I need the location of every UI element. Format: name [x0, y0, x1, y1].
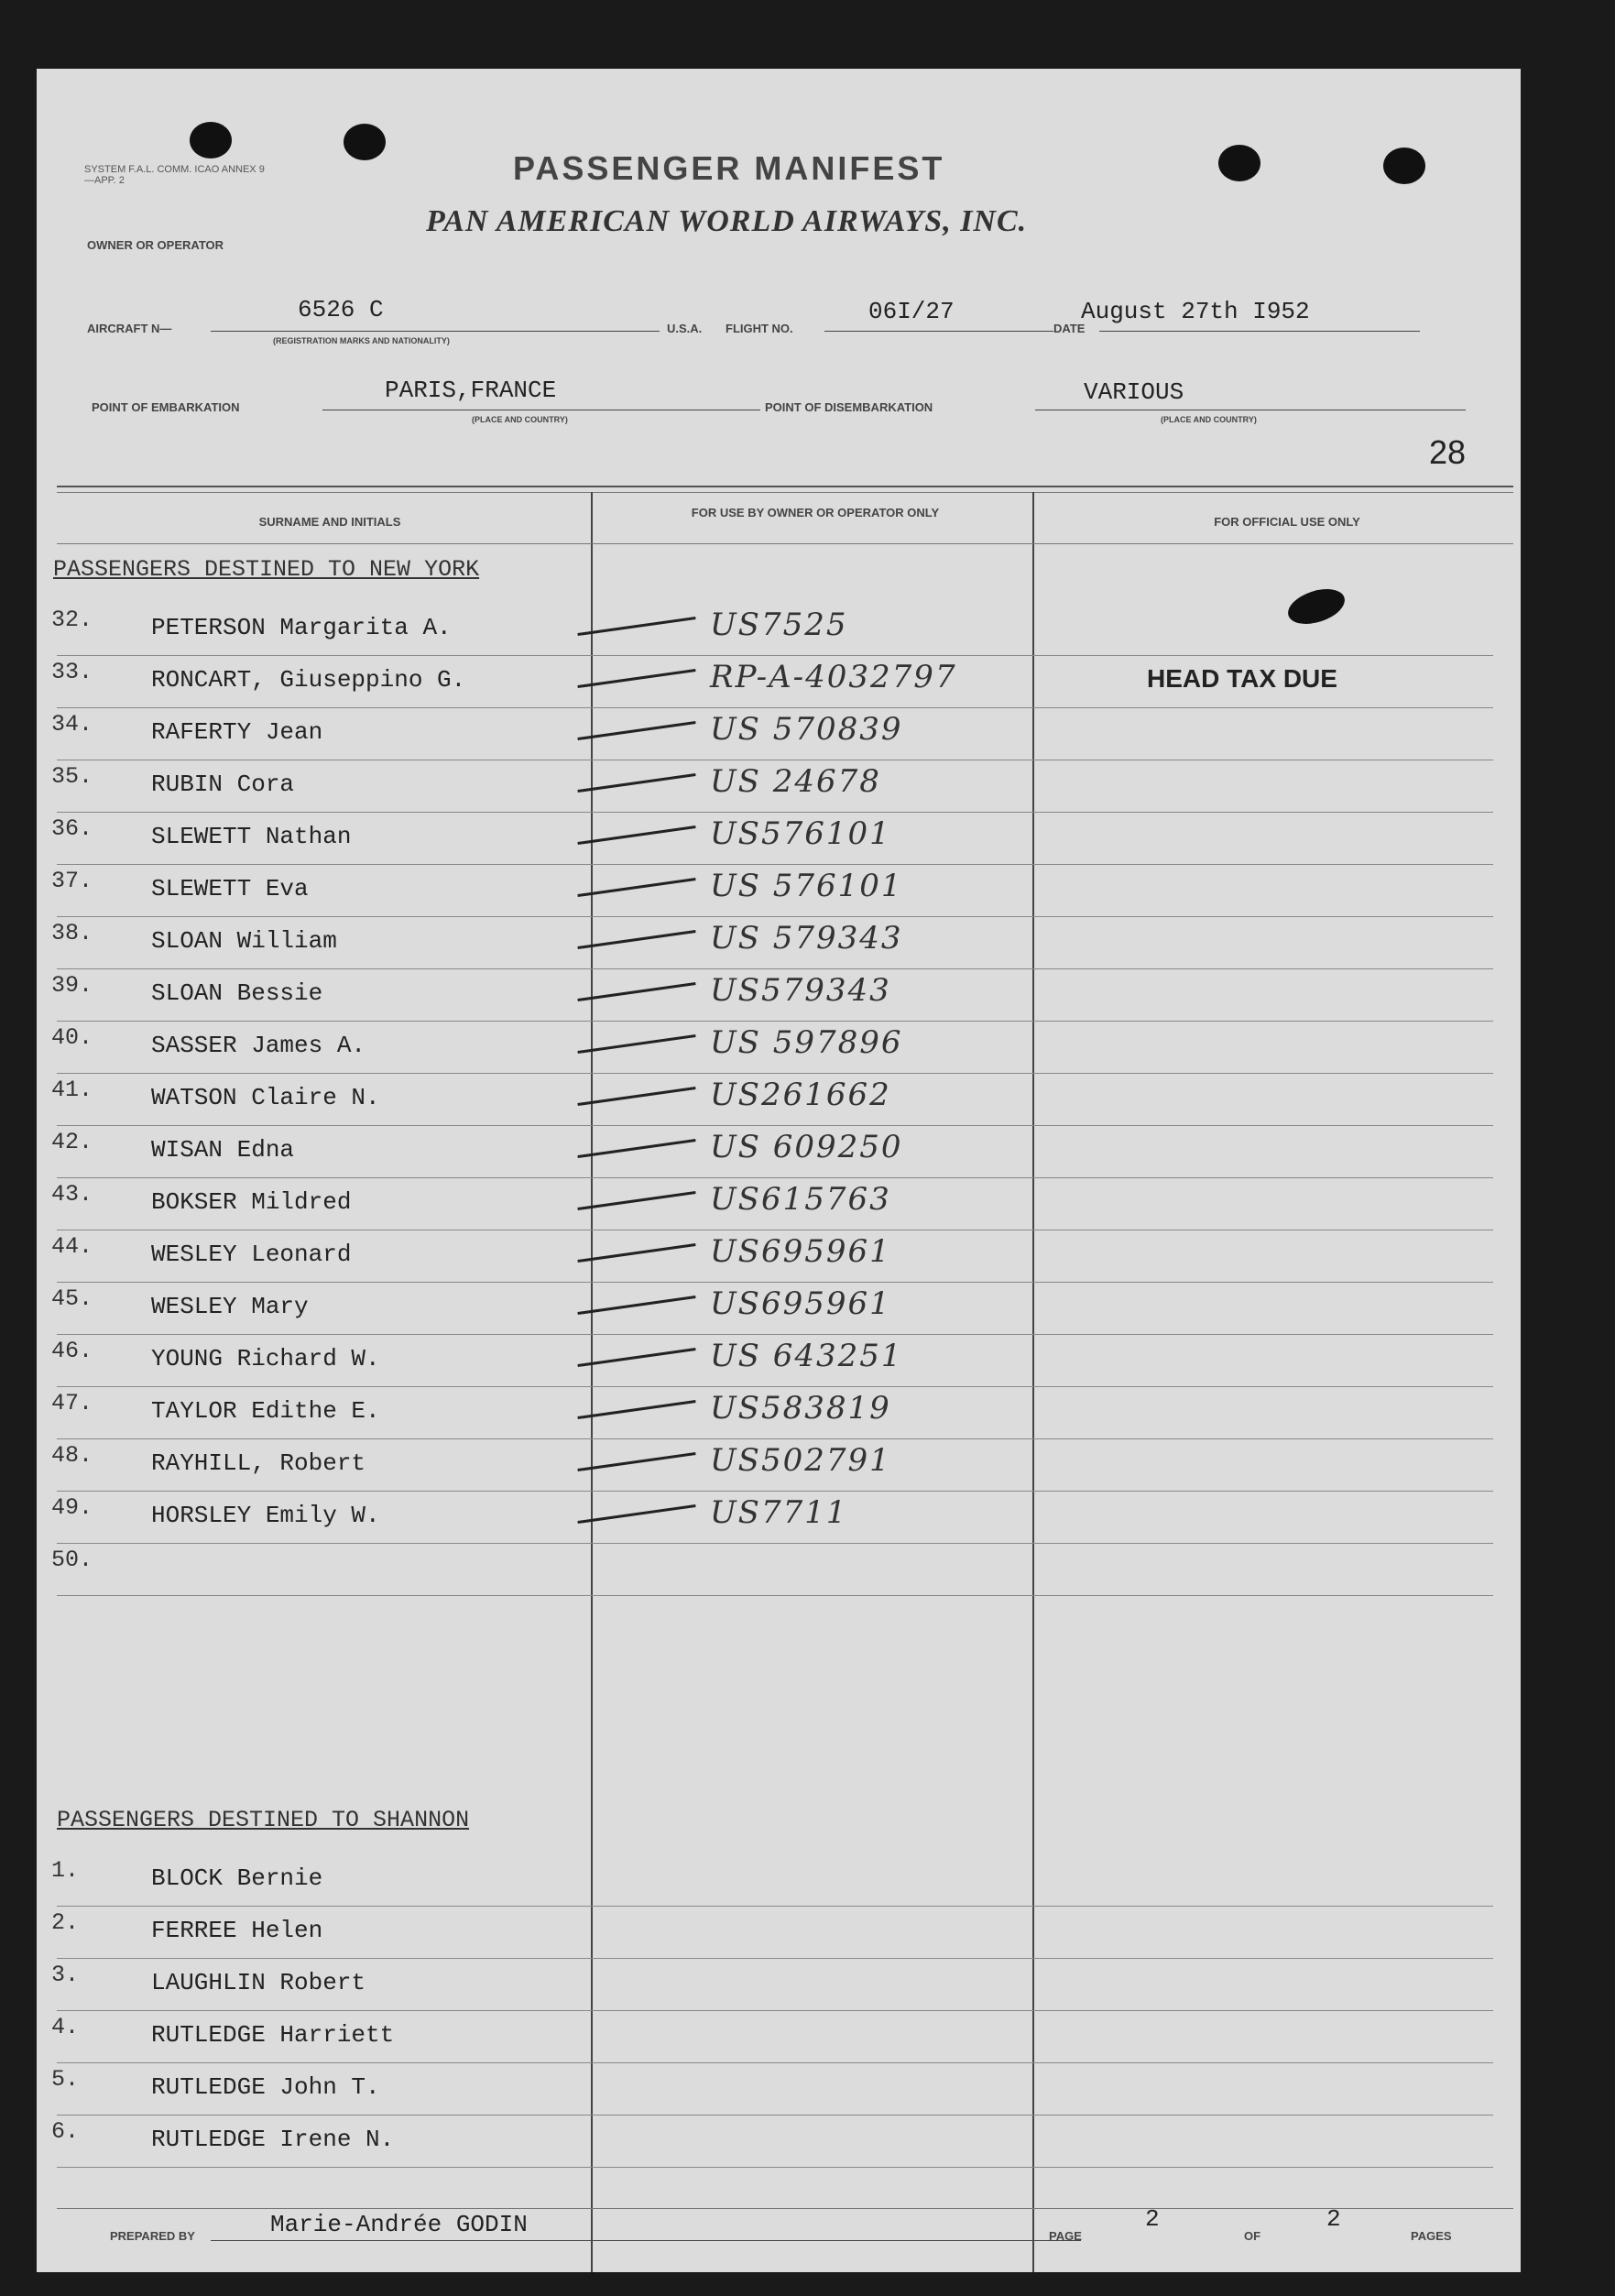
punch-hole [344, 124, 386, 160]
passenger-row [37, 1127, 1521, 1178]
passport-number: US 570839 [710, 711, 903, 748]
row-number: 46. [51, 1338, 93, 1364]
aircraft-label: AIRCRAFT N— [87, 322, 172, 335]
row-rule [57, 2115, 1493, 2116]
flight-value: 06I/27 [868, 298, 955, 325]
ditto-mark [577, 878, 695, 897]
row-number: 34. [51, 711, 93, 738]
column-header-owner-use: FOR USE BY OWNER OR OPERATOR ONLY [691, 506, 940, 519]
row-number: 6. [51, 2118, 80, 2145]
row-number: 44. [51, 1233, 93, 1260]
manifest-sheet [37, 69, 1521, 2272]
passenger-name: SLOAN William [151, 927, 337, 955]
row-number: 50. [51, 1547, 93, 1573]
page-title: PASSENGER MANIFEST [513, 149, 945, 187]
passenger-row [37, 1231, 1521, 1283]
row-rule [57, 1491, 1493, 1492]
passenger-name: RUTLEDGE Harriett [151, 2021, 395, 2049]
passenger-row [37, 1022, 1521, 1074]
row-number: 5. [51, 2066, 80, 2093]
passenger-row [37, 709, 1521, 760]
passenger-row [37, 1960, 1521, 2011]
date-label: DATE [1053, 322, 1086, 335]
passenger-name: RONCART, Giuseppino G. [151, 666, 466, 694]
passport-number: US576101 [710, 815, 891, 852]
passenger-name: RAYHILL, Robert [151, 1449, 366, 1477]
passenger-row [37, 1492, 1521, 1544]
date-value: August 27th I952 [1081, 298, 1310, 325]
row-number: 47. [51, 1390, 93, 1416]
passenger-name: SLEWETT Nathan [151, 823, 352, 850]
row-number: 43. [51, 1181, 93, 1208]
passenger-name: BOKSER Mildred [151, 1188, 352, 1216]
row-rule [57, 2062, 1493, 2063]
section-title-shannon: PASSENGERS DESTINED TO SHANNON [57, 1807, 470, 1833]
row-number: 3. [51, 1962, 80, 1988]
date-underline [1099, 331, 1420, 332]
passenger-row [37, 1284, 1521, 1335]
passenger-name: LAUGHLIN Robert [151, 1969, 366, 1996]
row-rule [57, 1282, 1493, 1283]
column-header-surname: SURNAME AND INITIALS [258, 515, 401, 529]
passport-number: US7525 [710, 607, 848, 643]
row-number: 4. [51, 2014, 80, 2040]
punch-hole [1383, 148, 1425, 184]
flight-label: FLIGHT NO. [726, 322, 793, 335]
passport-number: US695961 [710, 1285, 891, 1322]
passenger-name: SASSER James A. [151, 1032, 366, 1059]
prepared-by-label: PREPARED BY [110, 2229, 195, 2243]
passenger-row [37, 866, 1521, 917]
passport-number: US7711 [710, 1494, 848, 1531]
table-top-rule [57, 486, 1513, 487]
row-rule [57, 916, 1493, 917]
ditto-mark [577, 1087, 695, 1106]
passenger-row [37, 1075, 1521, 1126]
section-title-new-york: PASSENGERS DESTINED TO NEW YORK [53, 556, 480, 583]
passenger-name: FERREE Helen [151, 1917, 323, 1944]
row-number: 40. [51, 1024, 93, 1051]
row-rule [57, 1386, 1493, 1387]
passenger-name: YOUNG Richard W. [151, 1345, 380, 1372]
table-top-rule-2 [57, 492, 1513, 493]
page-label: PAGE [1049, 2229, 1082, 2243]
embarkation-sublabel: (PLACE AND COUNTRY) [472, 415, 568, 424]
passenger-name: TAYLOR Edithe E. [151, 1397, 380, 1425]
passport-number: US615763 [710, 1181, 891, 1218]
punch-hole [1218, 145, 1260, 181]
owner-label: OWNER OR OPERATOR [87, 238, 224, 252]
passport-number: US 597896 [710, 1024, 903, 1061]
of-label: OF [1244, 2229, 1261, 2243]
passenger-row [37, 1440, 1521, 1492]
passenger-name: WISAN Edna [151, 1136, 295, 1164]
row-number: 41. [51, 1077, 93, 1103]
passenger-row [37, 761, 1521, 813]
ditto-mark [577, 617, 695, 636]
prepared-by-underline [211, 2240, 1081, 2241]
official-note: HEAD TAX DUE [1147, 664, 1337, 693]
passenger-row [37, 1908, 1521, 1959]
passport-number: US261662 [710, 1077, 891, 1113]
row-number: 45. [51, 1285, 93, 1312]
aircraft-underline [211, 331, 660, 332]
passport-number: US502791 [710, 1442, 891, 1479]
passenger-name: RUTLEDGE Irene N. [151, 2126, 395, 2153]
passport-number: US579343 [710, 972, 891, 1009]
passenger-row [37, 918, 1521, 969]
passenger-row [37, 1855, 1521, 1907]
passenger-name: HORSLEY Emily W. [151, 1502, 380, 1529]
row-rule [57, 1543, 1493, 1544]
pages-label: PAGES [1411, 2229, 1452, 2243]
passport-number: US583819 [710, 1390, 891, 1427]
system-reference: SYSTEM F.A.L. COMM. ICAO ANNEX 9—APP. 2 [84, 164, 265, 186]
prepared-by-value: Marie-Andrée GODIN [270, 2211, 528, 2238]
passport-number: US 609250 [710, 1129, 903, 1165]
row-number: 35. [51, 763, 93, 790]
disembarkation-label: POINT OF DISEMBARKATION [765, 400, 933, 414]
ditto-mark [577, 1504, 695, 1524]
page-value: 2 [1145, 2205, 1160, 2233]
row-rule [57, 1438, 1493, 1439]
passport-number: RP-A-4032797 [710, 659, 957, 695]
row-rule [57, 1021, 1493, 1022]
row-rule [57, 968, 1493, 969]
row-number: 2. [51, 1909, 80, 1936]
row-rule [57, 1177, 1493, 1178]
aircraft-value: 6526 C [298, 296, 384, 323]
row-rule [57, 1595, 1493, 1596]
ditto-mark [577, 1296, 695, 1315]
row-number: 42. [51, 1129, 93, 1155]
manifest-page-number: 28 [1428, 433, 1466, 471]
header-bottom-rule [57, 543, 1513, 544]
ditto-mark [577, 1191, 695, 1210]
passenger-row [37, 1388, 1521, 1439]
disembarkation-sublabel: (PLACE AND COUNTRY) [1161, 415, 1257, 424]
ditto-mark [577, 1243, 695, 1263]
row-number: 33. [51, 659, 93, 685]
footer-rule [57, 2208, 1513, 2209]
ditto-mark [577, 1139, 695, 1158]
passenger-row [37, 2064, 1521, 2116]
passenger-name: BLOCK Bernie [151, 1864, 323, 1892]
disembarkation-value: VARIOUS [1084, 378, 1184, 406]
passenger-name: WESLEY Leonard [151, 1241, 352, 1268]
passenger-name: PETERSON Margarita A. [151, 614, 452, 641]
ditto-mark [577, 721, 695, 740]
row-rule [57, 864, 1493, 865]
passenger-name: SLEWETT Eva [151, 875, 309, 902]
of-value: 2 [1326, 2205, 1341, 2233]
row-rule [57, 812, 1493, 813]
passport-number: US 643251 [710, 1338, 903, 1374]
ditto-mark [577, 982, 695, 1001]
passenger-name: SLOAN Bessie [151, 979, 323, 1007]
usa-label: U.S.A. [667, 322, 703, 335]
passenger-row [37, 1545, 1521, 1596]
passport-number: US 579343 [710, 920, 903, 957]
passenger-name: WATSON Claire N. [151, 1084, 380, 1111]
row-number: 1. [51, 1857, 80, 1884]
row-number: 39. [51, 972, 93, 999]
passenger-row [37, 2012, 1521, 2063]
row-rule [57, 2010, 1493, 2011]
row-rule [57, 707, 1493, 708]
passport-number: US 24678 [710, 763, 881, 800]
row-rule [57, 655, 1493, 656]
passenger-row [37, 2116, 1521, 2168]
ditto-mark [577, 669, 695, 688]
row-number: 38. [51, 920, 93, 946]
ditto-mark [577, 825, 695, 845]
ditto-mark [577, 773, 695, 793]
row-rule [57, 1906, 1493, 1907]
row-rule [57, 2167, 1493, 2168]
passenger-name: WESLEY Mary [151, 1293, 309, 1320]
operator-name: PAN AMERICAN WORLD AIRWAYS, INC. [426, 204, 1028, 238]
flight-underline [824, 331, 1053, 332]
ditto-mark [577, 1452, 695, 1471]
row-rule [57, 1334, 1493, 1335]
row-rule [57, 1073, 1493, 1074]
passenger-row [37, 1336, 1521, 1387]
passenger-name: RUTLEDGE John T. [151, 2073, 380, 2101]
row-rule [57, 1958, 1493, 1959]
aircraft-sublabel: (REGISTRATION MARKS AND NATIONALITY) [273, 336, 450, 345]
passport-number: US695961 [710, 1233, 891, 1270]
row-number: 37. [51, 868, 93, 894]
passport-number: US 576101 [710, 868, 903, 904]
passenger-name: RAFERTY Jean [151, 718, 323, 746]
row-number: 49. [51, 1494, 93, 1521]
ditto-mark [577, 930, 695, 949]
ditto-mark [577, 1400, 695, 1419]
punch-hole [190, 122, 232, 159]
column-header-official-use: FOR OFFICIAL USE ONLY [1214, 515, 1360, 529]
embarkation-label: POINT OF EMBARKATION [92, 400, 240, 414]
passenger-row [37, 970, 1521, 1022]
ditto-mark [577, 1348, 695, 1367]
row-number: 32. [51, 607, 93, 633]
embarkation-value: PARIS,FRANCE [385, 377, 557, 404]
passenger-row [37, 814, 1521, 865]
passenger-row [37, 1179, 1521, 1230]
row-number: 36. [51, 815, 93, 842]
row-rule [57, 1125, 1493, 1126]
row-number: 48. [51, 1442, 93, 1469]
ditto-mark [577, 1034, 695, 1054]
passenger-name: RUBIN Cora [151, 771, 295, 798]
